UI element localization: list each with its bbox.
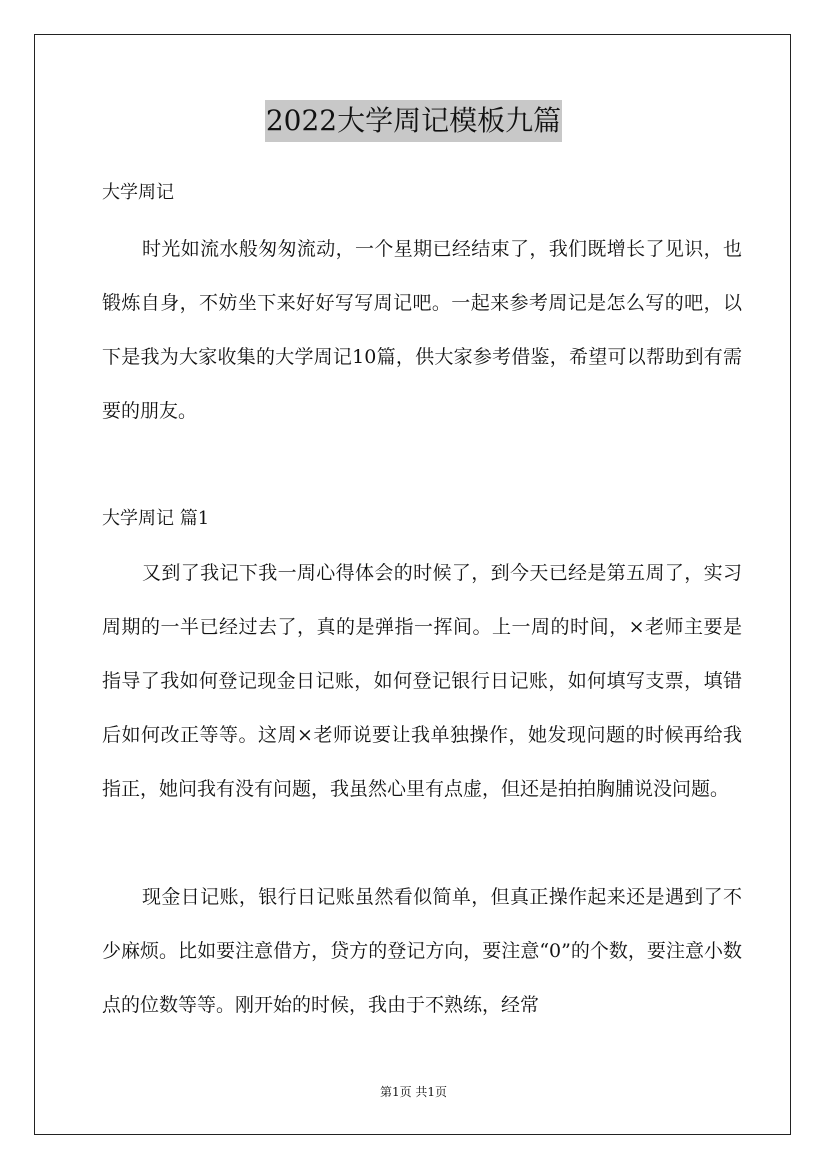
intro-heading: 大学周记 xyxy=(102,182,174,203)
section1-paragraph-2: 现金日记账，银行日记账虽然看似简单，但真正操作起来还是遇到了不少麻烦。比如要注意借方，贷方的登记方向，要注意“0”的个数，要注意小数点的位数等等。刚开始的时候，我由于不熟练，经常 xyxy=(102,886,742,1016)
page-footer: 第1页 共1页 xyxy=(379,1085,448,1099)
section1-paragraph-1: 又到了我记下我一周心得体会的时候了，到今天已经是第五周了，实习周期的一半已经过去了，真的是弹指一挥间。上一周的时间，×老师主要是指导了我如何登记现金日记账，如何登记银行日记账，如何填写支票，填错后如何改正等等。这周×老师说要让我单独操作，她发现问题的时候再给我指正，她问我有没有问题，我虽然心里有点虚，但还是拍拍胸脯说没问题。 xyxy=(102,562,742,800)
section1-heading: 大学周记 篇1 xyxy=(102,508,210,529)
document-title: 2022大学周记模板九篇 xyxy=(265,100,562,142)
intro-paragraph: 时光如流水般匆匆流动，一个星期已经结束了，我们既增长了见识，也锻炼自身，不妨坐下来好好写写周记吧。一起来参考周记是怎么写的吧，以下是我为大家收集的大学周记10篇，供大家参考借鉴，希望可以帮助到有需要的朋友。 xyxy=(102,238,742,422)
title-container xyxy=(0,100,827,142)
